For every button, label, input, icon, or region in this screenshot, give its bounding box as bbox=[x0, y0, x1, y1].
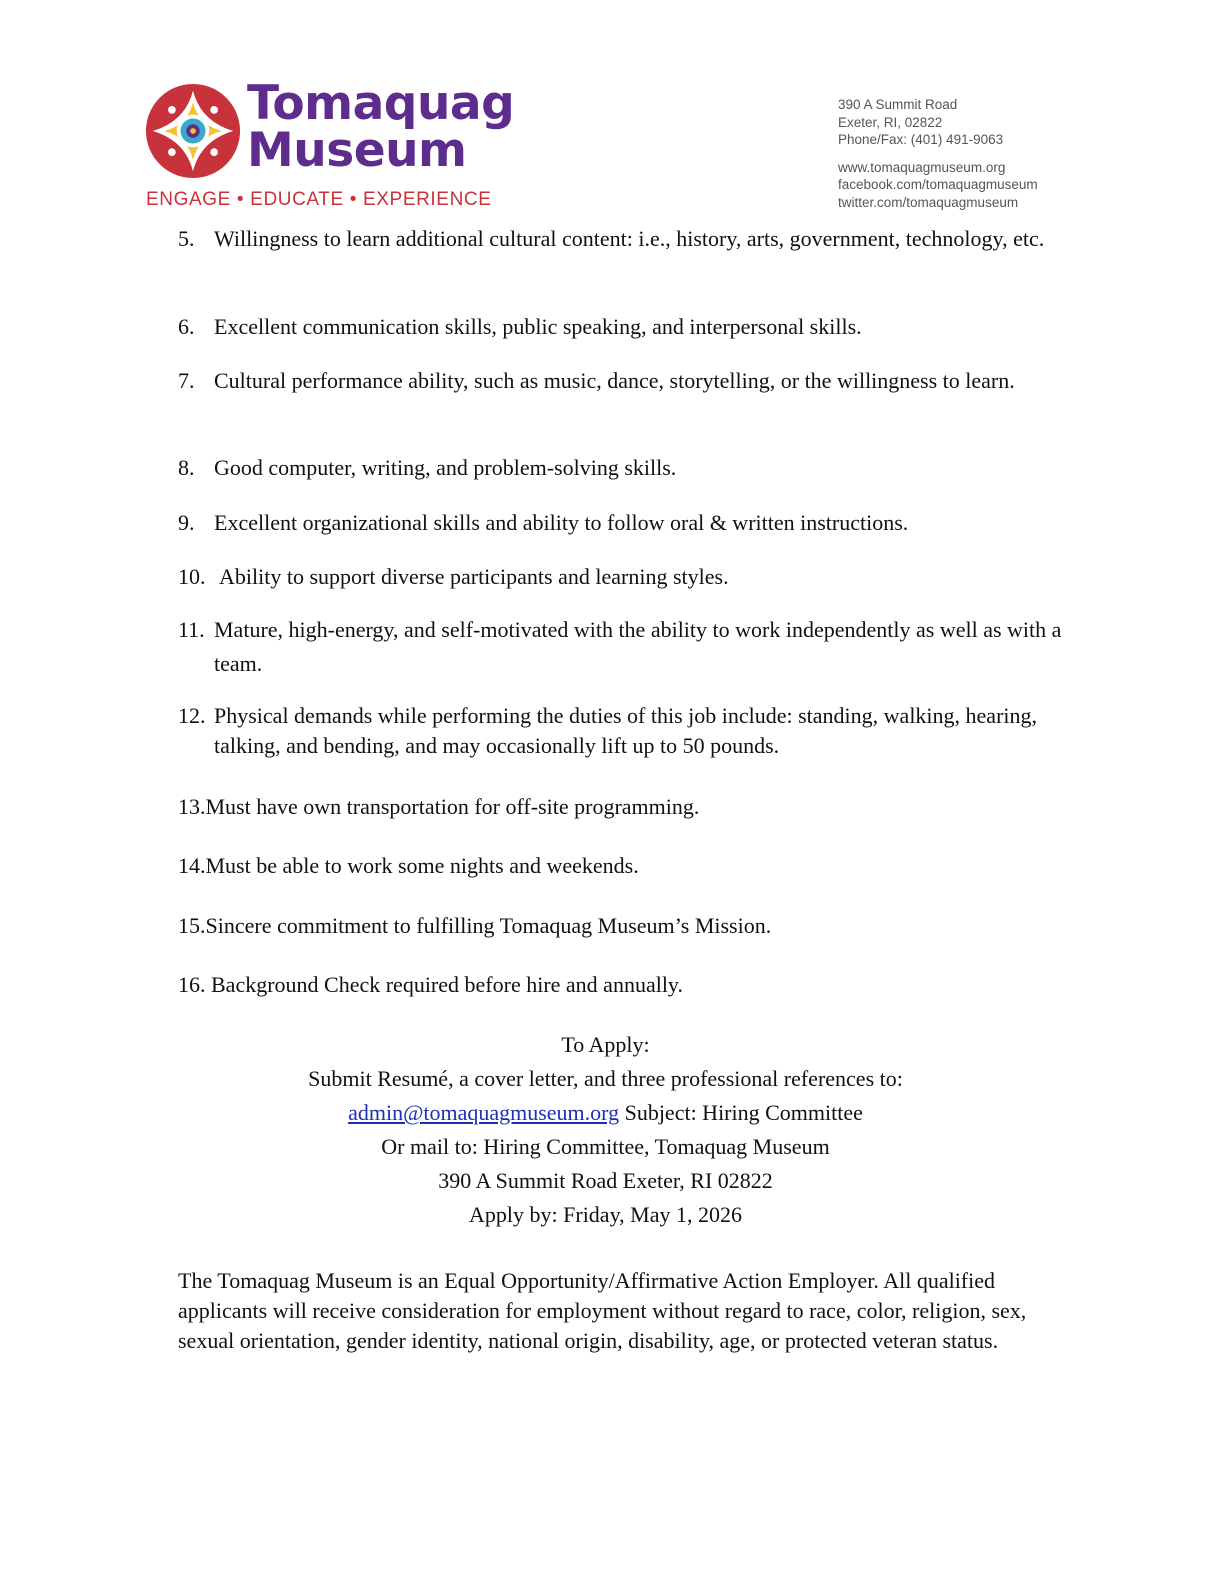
logo-line-2: Museum bbox=[247, 123, 467, 178]
apply-mail-address: 390 A Summit Road Exeter, RI 02822 bbox=[438, 1168, 773, 1193]
list-item-number: 8. bbox=[178, 455, 195, 480]
list-item-number: 16. bbox=[178, 972, 206, 997]
contact-twitter-link[interactable]: twitter.com/tomaquagmuseum bbox=[838, 194, 1019, 210]
list-item-number: 11. bbox=[178, 617, 205, 642]
apply-deadline: Apply by: Friday, May 1, 2026 bbox=[469, 1202, 742, 1227]
list-item-text: Must have own transportation for off-site programming. bbox=[205, 794, 700, 819]
list-item-number: 6. bbox=[178, 314, 195, 339]
list-item bbox=[178, 968, 683, 1002]
list-item-number: 7. bbox=[178, 368, 195, 393]
list-item-number: 12. bbox=[178, 703, 206, 728]
list-item-text: Good computer, writing, and problem-solving skills. bbox=[214, 455, 677, 480]
eeo-statement: The Tomaquag Museum is an Equal Opportunity/Affirmative Action Employer. All qualified applicants will receive consideration for employment without regard to race, color, religion, sex, sexual orientation, gender identity, national origin, disability, age, or protected veteran status. bbox=[178, 1268, 1027, 1353]
contact-block bbox=[838, 96, 1038, 211]
list-item-text: Ability to support diverse participants and learning styles. bbox=[219, 564, 729, 589]
list-item bbox=[178, 909, 771, 943]
list-item bbox=[178, 613, 1066, 681]
list-item-number: 9. bbox=[178, 510, 195, 535]
list-item-number: 13. bbox=[178, 794, 206, 819]
list-item-text: Mature, high-energy, and self-motivated with the ability to work independently as well as with a team. bbox=[214, 617, 1062, 676]
contact-website-link[interactable]: www.tomaquagmuseum.org bbox=[838, 159, 1006, 175]
museum-logo-wordmark bbox=[247, 76, 515, 178]
tagline-experience: EXPERIENCE bbox=[363, 189, 492, 210]
apply-mail-to: Or mail to: Hiring Committee, Tomaquag Museum bbox=[381, 1134, 830, 1159]
tagline-engage: ENGAGE bbox=[146, 189, 231, 210]
list-item bbox=[178, 560, 1066, 594]
contact-city: Exeter, RI, 02822 bbox=[838, 114, 943, 130]
contact-facebook-link[interactable]: facebook.com/tomaquagmuseum bbox=[838, 177, 1038, 192]
tagline-separator: • bbox=[349, 189, 358, 210]
list-item bbox=[178, 790, 699, 824]
list-item bbox=[178, 451, 1066, 485]
apply-subject: Subject: Hiring Committee bbox=[624, 1100, 863, 1125]
list-item-number: 15. bbox=[178, 913, 206, 938]
apply-heading: To Apply: bbox=[561, 1032, 650, 1057]
list-item bbox=[178, 222, 1066, 256]
tagline bbox=[146, 189, 492, 211]
museum-logo-emblem-icon bbox=[145, 83, 241, 179]
list-item bbox=[178, 849, 639, 883]
apply-email-link[interactable]: admin@tomaquagmuseum.org bbox=[348, 1100, 620, 1125]
apply-section bbox=[178, 1028, 1033, 1232]
tagline-educate: EDUCATE bbox=[250, 189, 344, 210]
list-item bbox=[178, 364, 1066, 398]
contact-phone: Phone/Fax: (401) 491-9063 bbox=[838, 132, 1004, 147]
apply-submit-text: Submit Resumé, a cover letter, and three professional references to: bbox=[308, 1066, 903, 1091]
list-item-text: Sincere commitment to fulfilling Tomaquag Museum’s Mission. bbox=[205, 913, 772, 938]
list-item-text: Willingness to learn additional cultural content: i.e., history, arts, government, technology, etc. bbox=[214, 226, 1045, 251]
contact-address: 390 A Summit Road bbox=[838, 97, 958, 112]
list-item-text: Must be able to work some nights and weekends. bbox=[205, 853, 639, 878]
list-item-number: 10. bbox=[178, 564, 206, 589]
tagline-separator: • bbox=[236, 189, 245, 210]
list-item-text: Background Check required before hire and annually. bbox=[211, 972, 684, 997]
list-item bbox=[178, 701, 1066, 761]
logo-line-1: Tomaquag bbox=[247, 76, 515, 131]
list-item bbox=[178, 310, 1066, 344]
list-item-text: Excellent communication skills, public speaking, and interpersonal skills. bbox=[214, 314, 862, 339]
list-item-number: 14. bbox=[178, 853, 206, 878]
list-item-text: Physical demands while performing the duties of this job include: standing, walking, hearing, talking, and bending, and may occasionally lift up to 50 pounds. bbox=[214, 703, 1038, 758]
list-item bbox=[178, 506, 1066, 540]
list-item-text: Excellent organizational skills and ability to follow oral & written instructions. bbox=[214, 510, 909, 535]
list-item-number: 5. bbox=[178, 226, 195, 251]
list-item-text: Cultural performance ability, such as music, dance, storytelling, or the willingness to learn. bbox=[214, 368, 1015, 393]
